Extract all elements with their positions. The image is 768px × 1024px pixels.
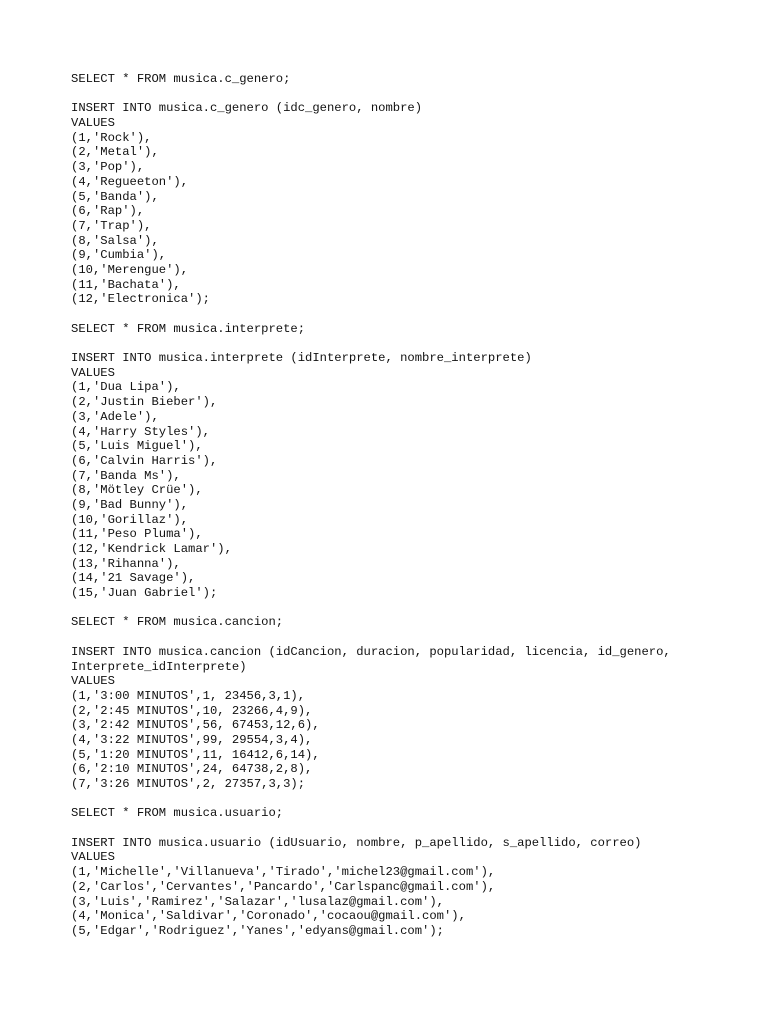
code-line: (6,'Rap'), <box>71 204 145 219</box>
sql-statement-select-cancion <box>71 615 751 630</box>
blank-line <box>71 307 751 322</box>
code-line: (2,'Metal'), <box>71 145 159 160</box>
code-line: (5,'Luis Miguel'), <box>71 439 203 454</box>
code-line: (6,'Calvin Harris'), <box>71 453 218 468</box>
code-line: (10,'Gorillaz'), <box>71 512 189 527</box>
sql-statement-insert-cancion <box>71 645 751 792</box>
code-line: SELECT * FROM musica.usuario; <box>71 806 284 821</box>
code-line: INSERT INTO musica.cancion (idCancion, duracion, popularidad, licencia, id_genero, <box>71 644 671 659</box>
blank-line <box>71 601 751 616</box>
code-line: VALUES <box>71 850 115 865</box>
sql-statement-select-interprete <box>71 322 751 337</box>
code-line: (2,'Justin Bieber'), <box>71 395 218 410</box>
code-line: (14,'21 Savage'), <box>71 571 196 586</box>
code-line: (5,'1:20 MINUTOS',11, 16412,6,14), <box>71 747 320 762</box>
code-line: VALUES <box>71 674 115 689</box>
code-line: (7,'Trap'), <box>71 218 152 233</box>
code-line: INSERT INTO musica.interprete (idInterprete, nombre_interprete) <box>71 351 532 366</box>
code-line: (3,'Adele'), <box>71 409 159 424</box>
code-line: (10,'Merengue'), <box>71 262 189 277</box>
blank-line <box>71 87 751 102</box>
code-line: (13,'Rihanna'), <box>71 556 181 571</box>
code-line: (7,'Banda Ms'), <box>71 468 181 483</box>
code-line: (6,'2:10 MINUTOS',24, 64738,2,8), <box>71 762 313 777</box>
sql-statement-select-usuario <box>71 806 751 821</box>
code-line: VALUES <box>71 116 115 131</box>
code-line: (5,'Banda'), <box>71 189 159 204</box>
code-line: SELECT * FROM musica.interprete; <box>71 321 306 336</box>
blank-line <box>71 792 751 807</box>
code-line: (3,'2:42 MINUTOS',56, 67453,12,6), <box>71 718 320 733</box>
sql-document <box>71 72 751 939</box>
code-line: (1,'Rock'), <box>71 130 152 145</box>
code-line: VALUES <box>71 365 115 380</box>
code-line: (12,'Electronica'); <box>71 292 210 307</box>
sql-statement-select-genero <box>71 72 751 87</box>
code-line: (8,'Salsa'), <box>71 233 159 248</box>
blank-line <box>71 336 751 351</box>
code-line: (4,'3:22 MINUTOS',99, 29554,3,4), <box>71 732 313 747</box>
blank-line <box>71 630 751 645</box>
code-line: (4,'Harry Styles'), <box>71 424 210 439</box>
code-line: (15,'Juan Gabriel'); <box>71 586 218 601</box>
code-line: (9,'Bad Bunny'), <box>71 497 189 512</box>
code-line: (1,'Dua Lipa'), <box>71 380 181 395</box>
code-line: (3,'Luis','Ramirez','Salazar','lusalaz@gmail.com'), <box>71 894 444 909</box>
code-line: (2,'2:45 MINUTOS',10, 23266,4,9), <box>71 703 313 718</box>
code-line: INSERT INTO musica.c_genero (idc_genero, nombre) <box>71 101 423 116</box>
code-line: (1,'Michelle','Villanueva','Tirado','michel23@gmail.com'), <box>71 865 496 880</box>
code-line: (8,'Mötley Crüe'), <box>71 483 203 498</box>
sql-statement-insert-genero <box>71 101 751 307</box>
sql-statement-insert-interprete <box>71 351 751 601</box>
code-line: (9,'Cumbia'), <box>71 248 167 263</box>
code-line: SELECT * FROM musica.cancion; <box>71 615 284 630</box>
code-line: SELECT * FROM musica.c_genero; <box>71 72 291 86</box>
code-line: (4,'Monica','Saldivar','Coronado','cocaou@gmail.com'), <box>71 909 466 924</box>
code-line: (2,'Carlos','Cervantes','Pancardo','Carlspanc@gmail.com'), <box>71 879 496 894</box>
code-line: Interprete_idInterprete) <box>71 659 247 674</box>
code-line: (3,'Pop'), <box>71 160 145 175</box>
code-line: (4,'Regueeton'), <box>71 174 189 189</box>
code-line: (5,'Edgar','Rodriguez','Yanes','edyans@gmail.com'); <box>71 923 444 938</box>
sql-statement-insert-usuario <box>71 836 751 939</box>
code-line: (11,'Peso Pluma'), <box>71 527 203 542</box>
code-line: (11,'Bachata'), <box>71 277 181 292</box>
code-line: (1,'3:00 MINUTOS',1, 23456,3,1), <box>71 688 306 703</box>
code-line: (12,'Kendrick Lamar'), <box>71 542 232 556</box>
code-line: INSERT INTO musica.usuario (idUsuario, nombre, p_apellido, s_apellido, correo) <box>71 835 642 850</box>
blank-line <box>71 821 751 836</box>
code-line: (7,'3:26 MINUTOS',2, 27357,3,3); <box>71 777 306 791</box>
